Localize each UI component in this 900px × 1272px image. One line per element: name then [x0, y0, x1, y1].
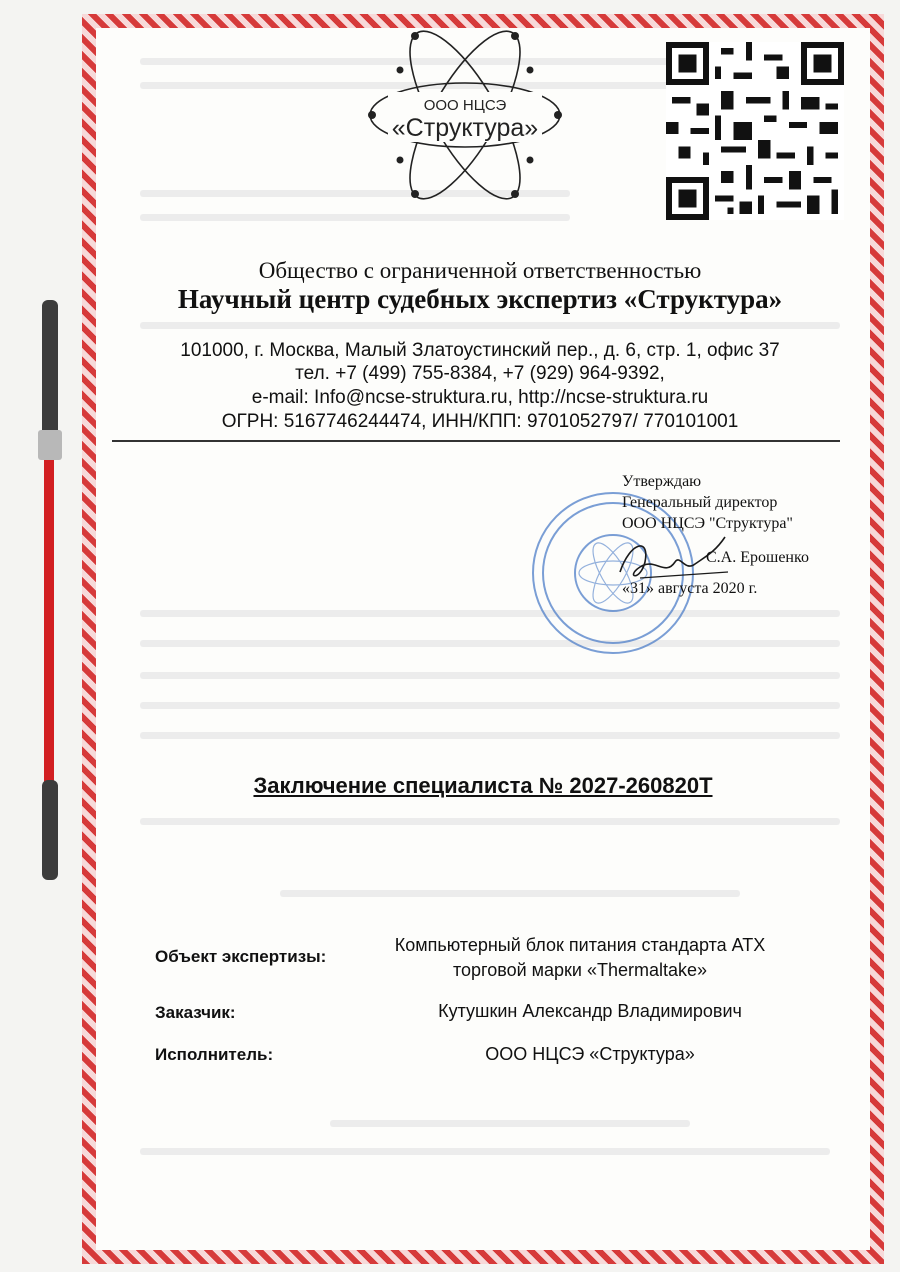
- organization-phones: тел. +7 (499) 755-8384, +7 (929) 964-9392,: [295, 363, 665, 384]
- organization-address: 101000, г. Москва, Малый Златоустинский пер., д. 6, стр. 1, офис 37: [180, 340, 780, 361]
- bleed-through-line: [330, 1120, 690, 1127]
- company-logo: [360, 30, 570, 200]
- document-title: Заключение специалиста № 2027-260820Т: [253, 773, 713, 798]
- customer-label: Заказчик:: [155, 1003, 236, 1022]
- executor-value: ООО НЦСЭ «Структура»: [485, 1044, 695, 1064]
- object-label: Объект экспертизы:: [155, 947, 327, 966]
- bleed-through-line: [140, 214, 570, 221]
- bleed-through-line: [140, 640, 840, 647]
- approval-org: ООО НЦСЭ "Структура": [622, 515, 793, 532]
- organization-name: Научный центр судебных экспертиз «Структура»: [177, 284, 783, 314]
- organization-registry: ОГРН: 5167746244474, ИНН/КПП: 9701052797/ 770101001: [221, 411, 739, 432]
- object-value-line1: Компьютерный блок питания стандарта АТХ: [394, 935, 766, 955]
- customer-value: Кутушкин Александр Владимирович: [438, 1001, 742, 1021]
- approval-date: «31» августа 2020 г.: [622, 580, 758, 597]
- bleed-through-line: [140, 672, 840, 679]
- organization-email-web: e-mail: Info@ncse-struktura.ru, http://ncse-struktura.ru: [251, 387, 709, 408]
- bleed-through-line: [140, 322, 840, 329]
- bleed-through-line: [140, 702, 840, 709]
- approval-label: Утверждаю: [622, 473, 702, 490]
- approval-position: Генеральный директор: [622, 494, 778, 511]
- qr-code: [666, 42, 844, 220]
- bleed-through-line: [140, 732, 840, 739]
- header-divider: [112, 440, 840, 442]
- bleed-through-line: [140, 818, 840, 825]
- bleed-through-line: [140, 610, 840, 617]
- approval-signer: С.А. Ерошенко: [706, 549, 809, 566]
- folder-clip: [32, 300, 72, 880]
- bleed-through-line: [140, 1148, 830, 1155]
- object-value-line2: торговой марки «Thermaltake»: [452, 960, 708, 980]
- logo-top-text: ООО НЦСЭ: [423, 97, 507, 114]
- legal-form: Общество с ограниченной ответственностью: [258, 258, 702, 283]
- logo-name-text: «Структура»: [391, 114, 539, 142]
- executor-label: Исполнитель:: [155, 1045, 274, 1064]
- bleed-through-line: [280, 890, 740, 897]
